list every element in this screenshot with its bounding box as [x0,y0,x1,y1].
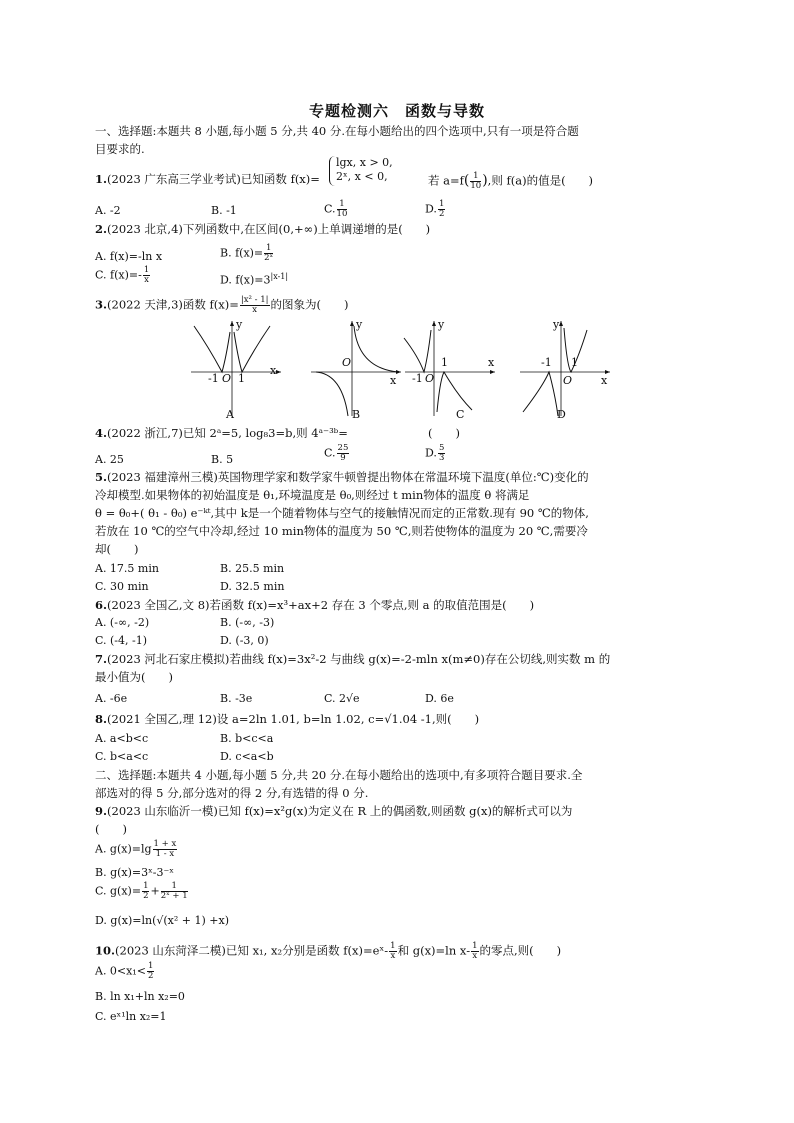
q1-option-b: B. -1 [211,204,237,217]
q10-option-b: B. ln x₁+ln x₂=0 [95,990,185,1003]
q2-option-d-label: D. f(x)=3 [220,273,271,287]
q10-stem [95,942,561,961]
q1-option-d-den: 2 [438,209,445,219]
section1-instructions-line1: 一、选择题:本题共 8 小题,每小题 5 分,共 40 分.在每小题给出的四个选项中,只有一项是符合题 [95,124,579,138]
q2-stem [95,222,430,236]
q9-option-a-num: 1 + x [153,839,177,849]
q1-arg-fraction [470,172,481,191]
q9-option-b: B. g(x)=3ˣ-3⁻ˣ [95,866,174,879]
q7-line2: 最小值为( ) [95,670,173,684]
q4-stem-text: (2022 浙江,7)已知 2ᵃ=5, log₈3=b,则 4ᵃ⁻³ᵇ= [107,426,348,440]
q7-option-b: B. -3e [220,692,253,705]
q7-line1-text: (2023 河北石家庄模拟)若曲线 f(x)=3x²-2 与曲线 g(x)=-2-mln x(m≠0)存在公切线,则实数 m 的 [107,652,611,666]
q1-arg-den: 10 [470,181,482,191]
q10-option-c: C. eˣ¹ln x₂=1 [95,1010,167,1023]
q2-option-b-num: 1 [265,243,272,253]
q3-graph-d-x-label: x [601,374,608,387]
q2-option-b-label: B. f(x)= [220,246,264,260]
q5-line3: θ = θ₀+( θ₁ - θ₀) e⁻ᵏᵗ,其中 k是一个随着物体与空气的接触情况而定的正常数.现有 90 ℃的物体, [95,506,589,520]
q3-graph-a-x-label: x [270,364,277,377]
q1-stem-c-text: ,则 f(a)的值是( ) [487,173,594,188]
q1-piece-1: lgx, x > 0, [336,156,393,169]
q10-stem-a: (2023 山东菏泽二模)已知 x₁, x₂分别是函数 f(x)=eˣ- [115,943,389,958]
q1-arg-num: 1 [470,172,481,182]
q2-option-d-exponent: |x-1| [270,272,289,281]
q10-stem-c: 的零点,则( ) [479,943,562,958]
q10-frac1-den: x [390,951,396,961]
q1-option-c-den: 10 [336,209,348,219]
q3-graph-d-origin: O [563,374,573,387]
q1-option-d-label: D. [425,202,437,216]
q10-frac2-den: x [472,951,478,961]
q9-option-c [95,882,189,901]
q3-number: 3. [95,297,108,312]
q3-graph-c [400,316,500,424]
q7-line1 [95,652,610,666]
q2-option-b-den: 2ˣ [264,253,274,263]
q6-number: 6. [95,598,108,612]
q6-option-c: C. (-4, -1) [95,634,148,647]
q1-stem-b: 若 a=f( $\frac{1}{10}$ ),则 f(a)的值是( ) [428,171,594,191]
q8-option-d: D. c<a<b [220,750,274,763]
q5-line5: 却( ) [95,542,139,556]
q4-paren: ( ) [428,426,460,440]
q4-option-c-den: 9 [340,453,346,463]
q9-line2: ( ) [95,822,127,836]
q9-line1 [95,804,572,818]
q3-stem [95,296,349,315]
q1-option-c-label: C. [324,202,336,216]
q4-option-b: B. 5 [211,453,234,466]
q9-option-c-den2: 2ˣ + 1 [160,891,188,901]
q9-option-c-label: C. g(x)= [95,884,142,898]
q5-line4: 若放在 10 ℃的空气中冷却,经过 10 min物体的温度为 50 ℃,则若使物体的温度为 20 ℃,需要冷 [95,524,588,538]
q3-graph-a-origin: O [222,372,232,385]
q8-stem [95,712,479,726]
q7-option-c: C. 2√e [324,692,360,705]
q6-stem-text: (2023 全国乙,文 8)若函数 f(x)=x³+ax+2 存在 3 个零点,则 a 的取值范围是( ) [107,598,535,612]
q3-frac-den: x [252,305,258,315]
q10-option-a-label: A. 0<x₁< [95,964,146,978]
q7-option-a: A. -6e [95,692,128,705]
q4-option-c-num: 25 [337,443,349,453]
q3-graph-a-tick-pos: 1 [238,372,245,385]
q5-option-d: D. 32.5 min [220,580,285,593]
q5-option-b: B. 25.5 min [220,562,285,575]
q8-option-a: A. a<b<c [95,732,149,745]
q3-graph-c-tick-pos: 1 [441,356,448,369]
q2-option-c [95,266,151,285]
q8-option-b: B. b<c<a [220,732,274,745]
q1-stem-a [95,172,320,186]
q9-option-d: D. g(x)=ln(√(x² + 1) +x) [95,914,229,927]
q3-graph-d-tick-neg: -1 [541,356,552,369]
q5-line1-text: (2023 福建漳州三模)英国物理学家和数学家牛顿曾提出物体在常温环境下温度(单位:℃)变化的 [107,470,589,484]
q1-piece-2: 2ˣ, x < 0, [336,170,388,183]
q1-piecewise [336,156,393,184]
q8-stem-text: (2021 全国乙,理 12)设 a=2ln 1.01, b=ln 1.02, c=√1.04 -1,则( ) [107,712,480,726]
q3-graph-c-x-label: x [488,356,495,369]
q4-option-d-label: D. [425,446,437,460]
q4-number: 4. [95,426,108,440]
q8-option-c: C. b<a<c [95,750,149,763]
q7-option-d: D. 6e [425,692,454,705]
q2-number: 2. [95,222,108,236]
q4-option-d-den: 3 [438,453,445,463]
q9-option-c-num2: 1 [161,882,188,892]
q3-graph-b-origin: O [342,356,352,369]
q3-graph-c-tick-neg: -1 [412,372,423,385]
q5-number: 5. [95,470,108,484]
q2-option-c-num: 1 [143,265,150,275]
q10-option-a-num: 1 [147,961,154,971]
q2-stem-text: (2023 北京,4)下列函数中,在区间(0,+∞)上单调递增的是( ) [107,222,431,236]
q3-graph-a-caption: A [226,408,234,421]
q10-stem-b: 和 g(x)=ln x- [397,943,471,958]
q10-option-a [95,962,155,981]
q6-option-a: A. (-∞, -2) [95,616,150,629]
q9-line1-text: (2023 山东临沂一模)已知 f(x)=x²g(x)为定义在 R 上的偶函数,则函数 g(x)的解析式可以为 [107,804,573,818]
q3-graph-d-tick-pos: 1 [571,356,578,369]
q9-number: 9. [95,804,108,818]
q1-number: 1. [95,172,108,186]
q3-graph-b-x-label: x [390,374,397,387]
q2-option-d [220,272,288,287]
q9-option-a-label: A. g(x)=lg [95,842,152,856]
q3-graph-c-svg [400,316,500,424]
q10-option-a-den: 2 [147,971,154,981]
q3-graph-d-y-label: y [553,318,560,331]
q3-stem-b: 的图象为( ) [270,297,349,312]
q3-graph-b-y-label: y [356,318,363,331]
q4-option-d-num: 5 [438,443,445,453]
q7-number: 7. [95,652,108,666]
q2-option-c-label: C. f(x)=- [95,268,142,282]
q4-stem [95,426,348,440]
q3-stem-a: (2022 天津,3)函数 f(x)= [107,297,239,312]
q5-line1 [95,470,589,484]
q6-stem [95,598,534,612]
q6-option-d: D. (-3, 0) [220,634,269,647]
q3-graph-a-tick-neg: -1 [208,372,219,385]
q4-option-c [324,444,350,463]
q10-number: 10. [95,943,116,958]
q6-option-b: B. (-∞, -3) [220,616,275,629]
q3-graph-a-y-label: y [236,318,243,331]
q3-graph-c-caption: C [456,408,465,421]
q5-option-a: A. 17.5 min [95,562,159,575]
q1-option-c [324,200,348,219]
q3-frac-num: |x² - 1| [240,295,269,305]
q9-option-a-den: 1 - x [155,849,175,859]
q5-line2: 冷却模型.如果物体的初始温度是 θ₁,环境温度是 θ₀,则经过 t min物体的温度 θ 将满足 [95,488,530,502]
q2-option-a: A. f(x)=-ln x [95,250,163,263]
q9-option-c-num1: 1 [143,881,149,891]
q3-graph-c-y-label: y [438,318,445,331]
q3-graph-b-caption: B [352,408,361,421]
q9-option-a [95,840,178,859]
section2-instructions-line2: 部选对的得 5 分,部分选对的得 2 分,有选错的得 0 分. [95,786,369,800]
q3-graph-c-origin: O [425,372,435,385]
q9-option-c-den1: 2 [143,891,149,901]
q1-option-c-num: 1 [337,200,348,210]
q2-option-b [220,244,274,263]
q1-option-d-num: 1 [438,199,445,209]
q9-option-c-plus: + [150,884,160,898]
q8-number: 8. [95,712,108,726]
q5-option-c: C. 30 min [95,580,149,593]
q4-option-c-label: C. [324,446,336,460]
section1-instructions-line2: 目要求的. [95,142,145,156]
q3-graph-d-caption: D [557,408,566,421]
section2-instructions-line1: 二、选择题:本题共 4 小题,每小题 5 分,共 20 分.在每小题给出的选项中,有多项符合题目要求.全 [95,768,583,782]
page-title: 专题检测六 函数与导数 [308,102,485,120]
q10-frac2-num: 1 [472,941,478,951]
q1-option-a: A. -2 [95,204,121,217]
q4-option-a: A. 25 [95,453,124,466]
q10-frac1-num: 1 [390,941,396,951]
q1-piecewise-brace [329,156,336,186]
q3-graph-a [186,316,286,424]
q1-option-d [425,200,446,219]
q1-stem-b-text: 若 a=f [428,173,464,188]
q4-option-d [425,444,446,463]
q1-stem-text: (2023 广东高三学业考试)已知函数 f(x)= [107,172,320,186]
q2-option-c-den: x [144,275,149,285]
